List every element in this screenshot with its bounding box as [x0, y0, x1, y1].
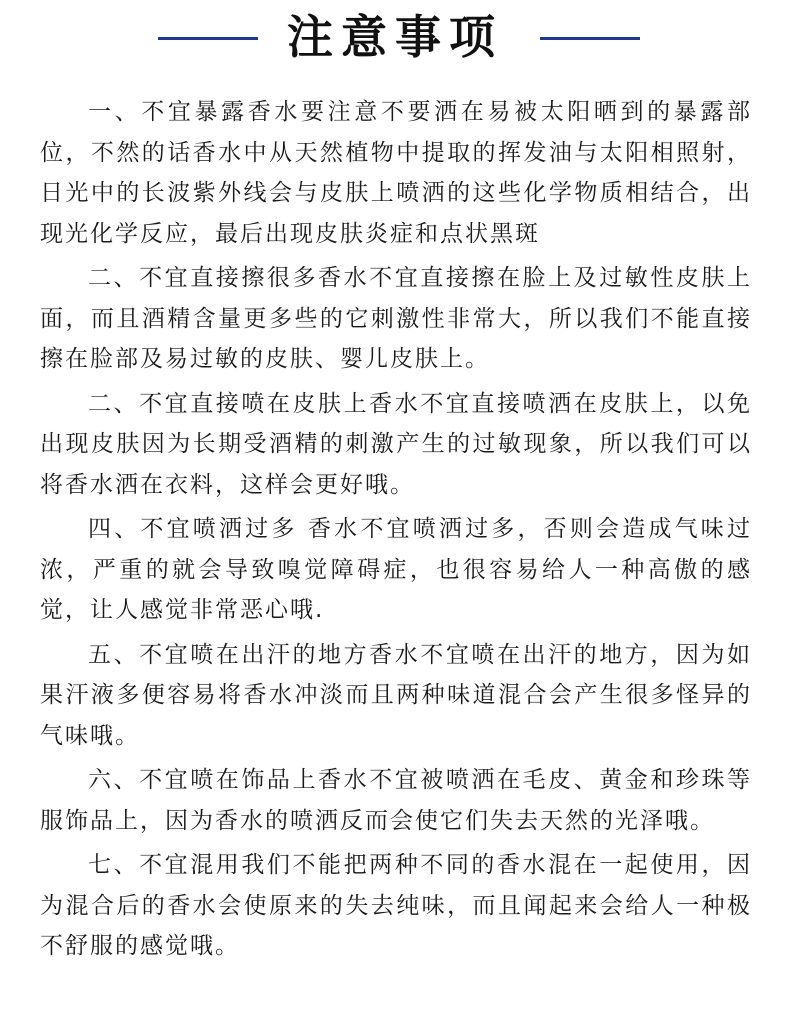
- notice-paragraph-4: 四、不宜喷洒过多 香水不宜喷洒过多，否则会造成气味过浓，严重的就会导致嗅觉障碍症，也很容易给人一种高傲的感觉，让人感觉非常恶心哦.: [40, 516, 752, 623]
- notice-paragraph-3: 二、不宜直接喷在皮肤上香水不宜直接喷洒在皮肤上，以免出现皮肤因为长期受酒精的刺激产生的过敏现象，所以我们可以将香水洒在衣料，这样会更好哦。: [40, 390, 752, 498]
- notice-content: [40, 92, 752, 971]
- section-header: [0, 0, 790, 78]
- notice-paragraph-5: 五、不宜喷在出汗的地方香水不宜喷在出汗的地方，因为如果汗液多便容易将香水冲淡而且两种味道混合会产生很多怪异的气味哦。: [40, 641, 752, 749]
- notice-paragraph-6: 六、不宜喷在饰品上香水不宜被喷洒在毛皮、黄金和珍珠等服饰品上，因为香水的喷洒反而会使它们失去天然的光泽哦。: [40, 767, 752, 834]
- page-title: 注意事项: [287, 10, 503, 64]
- header-divider-right: [540, 37, 640, 40]
- notice-paragraph-7: 七、不宜混用我们不能把两种不同的香水混在一起使用，因为混合后的香水会使原来的失去纯味，而且闻起来会给人一种极不舒服的感觉哦。: [40, 852, 752, 959]
- notice-paragraph-1: 一、不宜暴露香水要注意不要洒在易被太阳晒到的暴露部位，不然的话香水中从天然植物中提取的挥发油与太阳相照射，日光中的长波紫外线会与皮肤上喷洒的这些化学物质相结合，出现光化学反应，最后出现皮肤炎症和点状黑斑: [40, 99, 752, 247]
- notice-paragraph-2: 二、不宜直接擦很多香水不宜直接擦在脸上及过敏性皮肤上面，而且酒精含量更多些的它刺激性非常大，所以我们不能直接擦在脸部及易过敏的皮肤、婴儿皮肤上。: [40, 265, 752, 372]
